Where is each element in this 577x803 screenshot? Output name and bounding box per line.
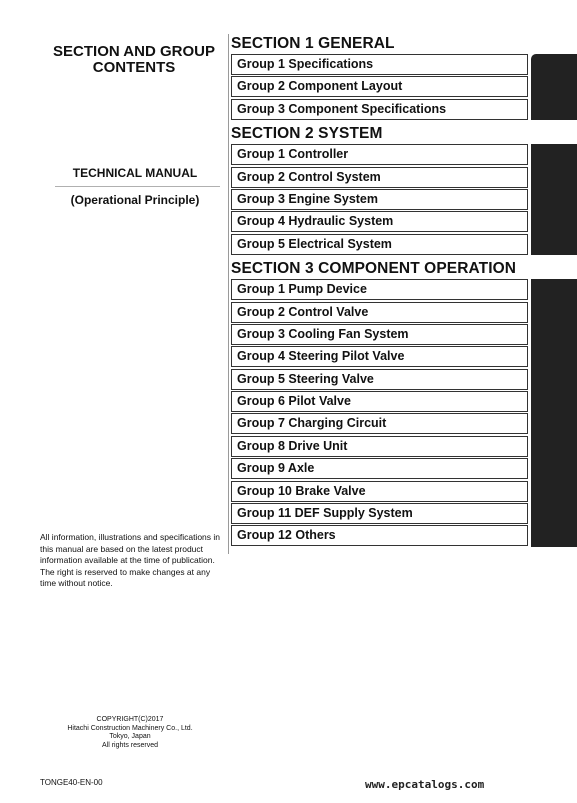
group-label[interactable]: Group 3 Component Specifications <box>231 99 528 120</box>
group-row[interactable] <box>231 189 577 211</box>
group-label[interactable]: Group 10 Brake Valve <box>231 481 528 502</box>
group-row[interactable] <box>231 458 577 480</box>
section-tab[interactable] <box>531 144 577 255</box>
group-label[interactable]: Group 5 Electrical System <box>231 234 528 255</box>
group-label[interactable]: Group 2 Control Valve <box>231 302 528 323</box>
contents-title <box>40 44 228 76</box>
group-label[interactable]: Group 5 Steering Valve <box>231 369 528 390</box>
group-label[interactable]: Group 3 Cooling Fan System <box>231 324 528 345</box>
group-row[interactable] <box>231 54 577 76</box>
group-label[interactable]: Group 12 Others <box>231 525 528 546</box>
disclaimer-text: All information, illustrations and specifications in this manual are based on the latest product information available at the time of publication. The right is reserved to make changes at any time without notice. <box>40 532 221 588</box>
group-row[interactable] <box>231 211 577 233</box>
group-row[interactable] <box>231 279 577 301</box>
section-tab[interactable] <box>531 279 577 547</box>
group-label[interactable]: Group 11 DEF Supply System <box>231 503 528 524</box>
group-label[interactable]: Group 1 Controller <box>231 144 528 165</box>
group-row[interactable] <box>231 324 577 346</box>
group-row[interactable] <box>231 436 577 458</box>
group-row[interactable] <box>231 99 577 121</box>
group-row[interactable] <box>231 144 577 166</box>
group-row[interactable] <box>231 167 577 189</box>
copyright-line: Hitachi Construction Machinery Co., Ltd. <box>67 724 193 732</box>
group-row[interactable] <box>231 525 577 547</box>
copyright-line: Tokyo, Japan <box>109 733 151 740</box>
section-heading: SECTION 1 GENERAL <box>231 35 395 52</box>
group-row[interactable] <box>231 369 577 391</box>
group-row[interactable] <box>231 413 577 435</box>
copyright-line: COPYRIGHT(C)2017 <box>96 716 164 723</box>
copyright-line: All rights reserved <box>101 741 159 749</box>
document-code: TONGE40-EN-00 <box>40 778 103 787</box>
section-tab[interactable] <box>531 54 577 120</box>
group-label[interactable]: Group 8 Drive Unit <box>231 436 528 457</box>
divider <box>55 186 220 187</box>
group-row[interactable] <box>231 481 577 503</box>
vertical-divider <box>228 34 229 554</box>
group-row[interactable] <box>231 234 577 256</box>
section-block <box>231 124 577 256</box>
contents-title-line: CONTENTS <box>92 59 176 76</box>
group-label[interactable]: Group 1 Specifications <box>231 54 528 75</box>
section-block <box>231 259 577 548</box>
group-label[interactable]: Group 1 Pump Device <box>231 279 528 300</box>
group-label[interactable]: Group 4 Steering Pilot Valve <box>231 346 528 367</box>
section-block <box>231 34 577 121</box>
group-label[interactable]: Group 6 Pilot Valve <box>231 391 528 412</box>
group-label[interactable]: Group 4 Hydraulic System <box>231 211 528 232</box>
group-label[interactable]: Group 9 Axle <box>231 458 528 479</box>
group-row[interactable] <box>231 302 577 324</box>
group-row[interactable] <box>231 346 577 368</box>
table-of-contents <box>231 34 577 551</box>
contents-title-line: SECTION AND GROUP <box>53 43 215 60</box>
watermark: www.epcatalogs.com <box>365 778 485 791</box>
group-label[interactable]: Group 2 Control System <box>231 167 528 188</box>
group-row[interactable] <box>231 391 577 413</box>
manual-subtitle: (Operational Principle) <box>70 193 200 207</box>
group-row[interactable] <box>231 76 577 98</box>
group-row[interactable] <box>231 503 577 525</box>
section-heading: SECTION 3 COMPONENT OPERATION <box>231 260 517 278</box>
copyright-block <box>40 716 220 750</box>
group-label[interactable]: Group 7 Charging Circuit <box>231 413 528 434</box>
group-label[interactable]: Group 2 Component Layout <box>231 76 528 97</box>
section-heading: SECTION 2 SYSTEM <box>231 125 383 143</box>
manual-type: TECHNICAL MANUAL <box>72 166 198 180</box>
group-label[interactable]: Group 3 Engine System <box>231 189 528 210</box>
